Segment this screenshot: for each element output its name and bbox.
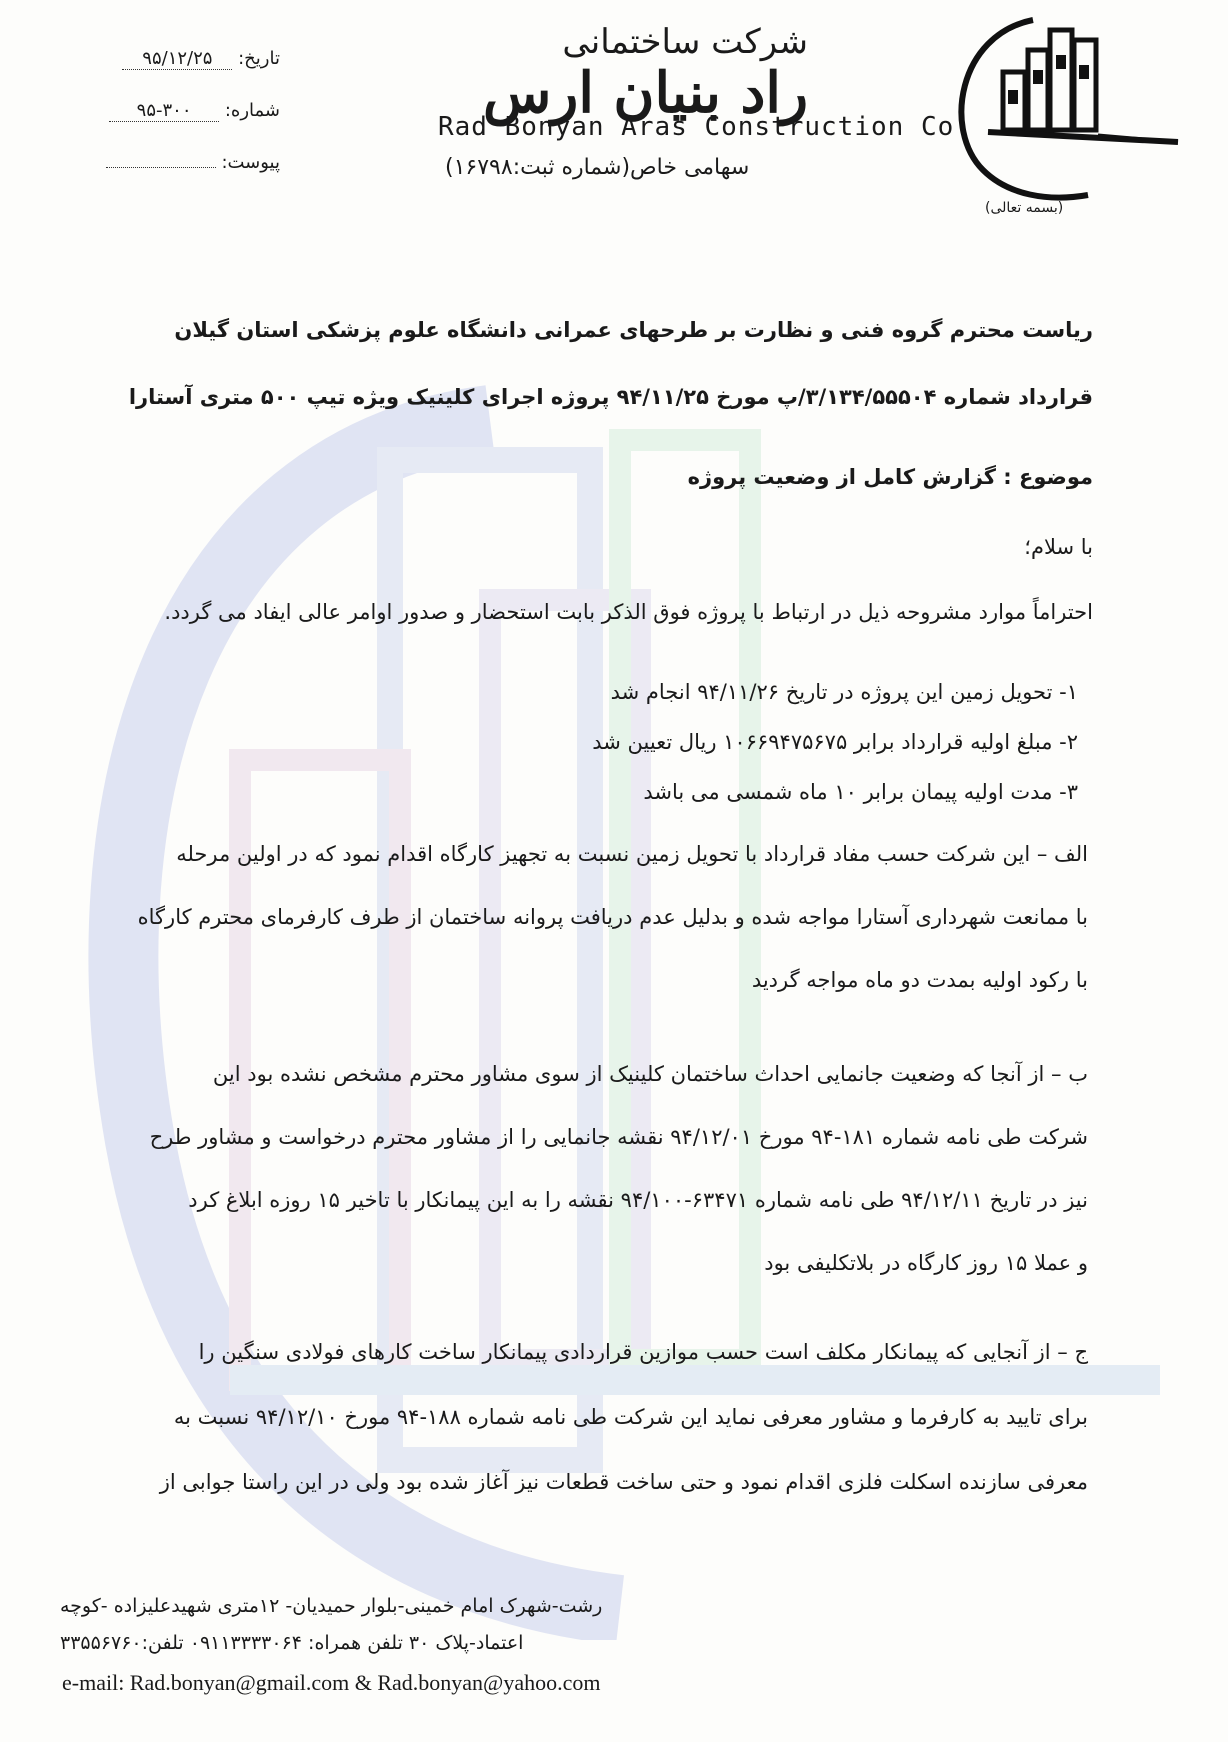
bismillah-caption: (بسمه تعالی) — [985, 200, 1064, 216]
contract-line: قرارداد شماره ۳/۱۳۴/۵۵۵۰۴/پ مورخ ۹۴/۱۱/۲۵ پروژه اجرای کلینیک ویژه تیپ ۵۰۰ متری آستارا — [128, 385, 1093, 409]
attachment-value — [106, 167, 216, 168]
footer-email: e-mail: Rad.bonyan@gmail.com & Rad.bonyan@yahoo.com — [62, 1670, 601, 1695]
intro-line: احتراماً موارد مشروحه ذیل در ارتباط با پروژه فوق الذکر بابت استحضار و صدور اوامر عالی ایفاد می گردد. — [164, 600, 1093, 624]
paragraph-alef-line: با رکود اولیه بمدت دو ماه مواجه گردید — [751, 968, 1088, 992]
company-header — [388, 22, 808, 124]
logo-watermark-icon — [60, 380, 1200, 1640]
number-label: شماره: — [224, 100, 280, 121]
paragraph-jim-line: ج – از آنجایی که پیمانکار مکلف است حسب موازین قراردادی پیمانکار ساخت کارهای فولادی سنگین را — [198, 1340, 1088, 1364]
greeting-line: با سلام؛ — [1024, 535, 1093, 559]
company-registration: سهامی خاص(شماره ثبت:۱۶۷۹۸) — [445, 155, 750, 180]
recipient-line: ریاست محترم گروه فنی و نظارت بر طرحهای عمرانی دانشگاه علوم پزشکی استان گیلان — [174, 318, 1093, 342]
attachment-label: پیوست: — [221, 152, 280, 173]
paragraph-jim-line: معرفی سازنده اسکلت فلزی اقدام نمود و حتی ساخت قطعات نیز آغاز شده بود ولی در این راستا جوابی از — [159, 1470, 1088, 1494]
date-label: تاریخ: — [238, 48, 280, 69]
number-field — [100, 100, 280, 122]
paragraph-be-line: و عملا ۱۵ روز کارگاه در بلاتکلیفی بود — [764, 1251, 1088, 1275]
paragraph-alef-line: با ممانعت شهرداری آستارا مواجه شده و بدلیل عدم دریافت پروانه ساختمان از طرف کارفرمای محترم کارگاه — [137, 905, 1088, 929]
paragraph-alef-line: الف – این شرکت حسب مفاد قرارداد با تحویل زمین نسبت به تجهیز کارگاه اقدام نمود که در اولین مرحله — [176, 842, 1088, 866]
company-logo-icon — [938, 10, 1188, 205]
date-value: ۹۵/۱۲/۲۵ — [122, 48, 232, 70]
list-item: ۱- تحویل زمین این پروژه در تاریخ ۹۴/۱۱/۲۶ انجام شد — [610, 680, 1078, 704]
list-item: ۲- مبلغ اولیه قرارداد برابر ۱۰۶۶۹۴۷۵۶۷۵ ریال تعیین شد — [592, 730, 1078, 754]
paragraph-be-line: نیز در تاریخ ۹۴/۱۲/۱۱ طی نامه شماره ۶۳۴۷۱-۹۴/۱۰۰ نقشه را به این پیمانکار با تاخیر ۱۵ روزه ابلاغ کرد — [188, 1188, 1088, 1212]
paragraph-jim-line: برای تایید به کارفرما و مشاور معرفی نماید این شرکت طی نامه شماره ۱۸۸-۹۴ مورخ ۹۴/۱۲/۱۰ نسبت به — [173, 1405, 1088, 1429]
footer-address-line-2: اعتماد-پلاک ۳۰ تلفن همراه: ۰۹۱۱۳۳۳۳۰۶۴ تلفن:۳۳۵۵۶۷۶۰ — [60, 1632, 524, 1654]
company-name: راد بنیان ارس — [482, 60, 808, 126]
footer-address-line-1: رشت-شهرک امام خمینی-بلوار حمیدیان- ۱۲متری شهیدعلیزاده -کوچه — [60, 1595, 603, 1617]
paragraph-be-line: ب – از آنجا که وضعیت جانمایی احداث ساختمان کلینیک از سوی مشاور محترم مشخص نشده بود این — [212, 1062, 1088, 1086]
list-item: ۳- مدت اولیه پیمان برابر ۱۰ ماه شمسی می باشد — [643, 780, 1078, 804]
date-field — [100, 48, 280, 70]
attachment-field — [100, 152, 280, 173]
company-type: شرکت ساختمانی — [562, 22, 808, 62]
subject-line: موضوع : گزارش کامل از وضعیت پروژه — [687, 465, 1093, 489]
number-value: ۹۵-۳۰۰ — [109, 100, 219, 122]
paragraph-be-line: شرکت طی نامه شماره ۱۸۱-۹۴ مورخ ۹۴/۱۲/۰۱ نقشه جانمایی را از مشاور محترم درخواست و مشاور طرح — [149, 1125, 1088, 1149]
company-name-english: Rad Bonyan Aras Construction Co — [438, 112, 955, 142]
